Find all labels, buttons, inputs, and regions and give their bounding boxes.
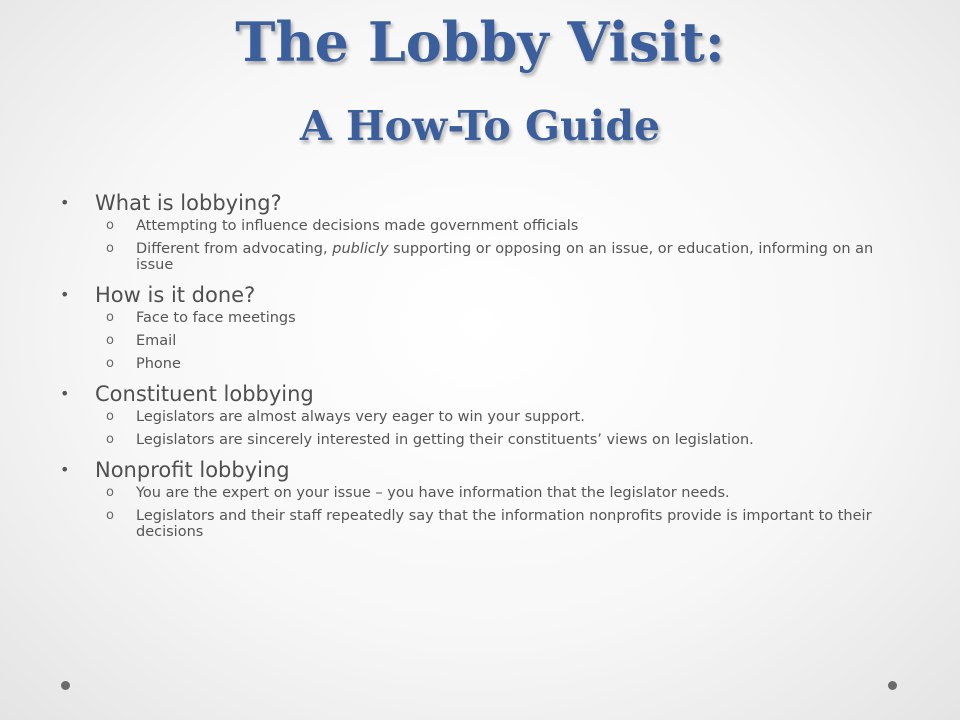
sub-item xyxy=(60,310,880,326)
bullet-heading xyxy=(60,379,880,409)
sub-marker: o xyxy=(106,409,114,424)
sub-item-text: Face to face meetings xyxy=(136,310,296,326)
sub-item-text: Attempting to influence decisions made government officials xyxy=(136,218,579,234)
bullet-heading xyxy=(60,280,880,310)
sub-item xyxy=(60,333,880,349)
bullet-list xyxy=(60,188,880,547)
sub-list xyxy=(60,310,880,372)
sub-item xyxy=(60,432,880,448)
sub-item xyxy=(60,508,880,540)
bullet-heading xyxy=(60,455,880,485)
sub-item-text: Legislators and their staff repeatedly say that the information nonprofits provide is important to their decisions xyxy=(136,508,872,540)
section-nonprofit-lobbying xyxy=(60,455,880,540)
sub-item-text: Legislators are sincerely interested in getting their constituents’ views on legislation. xyxy=(136,432,754,448)
sub-marker: o xyxy=(106,356,114,371)
bullet-marker: • xyxy=(60,193,70,212)
emphasis-text: publicly xyxy=(332,241,389,257)
bullet-heading-text: How is it done? xyxy=(95,283,256,307)
sub-item xyxy=(60,218,880,234)
title-line-2: A How-To Guide xyxy=(299,102,661,150)
sub-marker: o xyxy=(106,432,114,447)
sub-item xyxy=(60,356,880,372)
sub-marker: o xyxy=(106,485,114,500)
sub-list xyxy=(60,409,880,448)
decorative-dot-left xyxy=(61,681,70,690)
decorative-dot-right xyxy=(888,681,897,690)
sub-marker: o xyxy=(106,508,114,523)
sub-item-text: Phone xyxy=(136,356,181,372)
sub-item-text: Email xyxy=(136,333,177,349)
title-line-1: The Lobby Visit: xyxy=(235,10,725,74)
bullet-marker: • xyxy=(60,285,70,304)
sub-list xyxy=(60,485,880,540)
section-constituent-lobbying xyxy=(60,379,880,448)
bullet-heading-text: What is lobbying? xyxy=(95,191,282,215)
bullet-heading-text: Constituent lobbying xyxy=(95,382,314,406)
sub-item xyxy=(60,485,880,501)
sub-marker: o xyxy=(106,241,114,256)
sub-item-text: You are the expert on your issue – you have information that the legislator needs. xyxy=(136,485,730,501)
sub-item-text: Legislators are almost always very eager to win your support. xyxy=(136,409,585,425)
bullet-heading xyxy=(60,188,880,218)
sub-marker: o xyxy=(106,310,114,325)
bullet-marker: • xyxy=(60,460,70,479)
section-what-is-lobbying xyxy=(60,188,880,273)
sub-list xyxy=(60,218,880,273)
sub-item xyxy=(60,241,880,273)
bullet-heading-text: Nonprofit lobbying xyxy=(95,458,290,482)
section-how-is-it-done xyxy=(60,280,880,372)
bullet-marker: • xyxy=(60,384,70,403)
sub-item-text: Different from advocating, publicly supporting or opposing on an issue, or education, informing on an issue xyxy=(136,241,874,273)
sub-marker: o xyxy=(106,218,114,233)
sub-marker: o xyxy=(106,333,114,348)
sub-item xyxy=(60,409,880,425)
